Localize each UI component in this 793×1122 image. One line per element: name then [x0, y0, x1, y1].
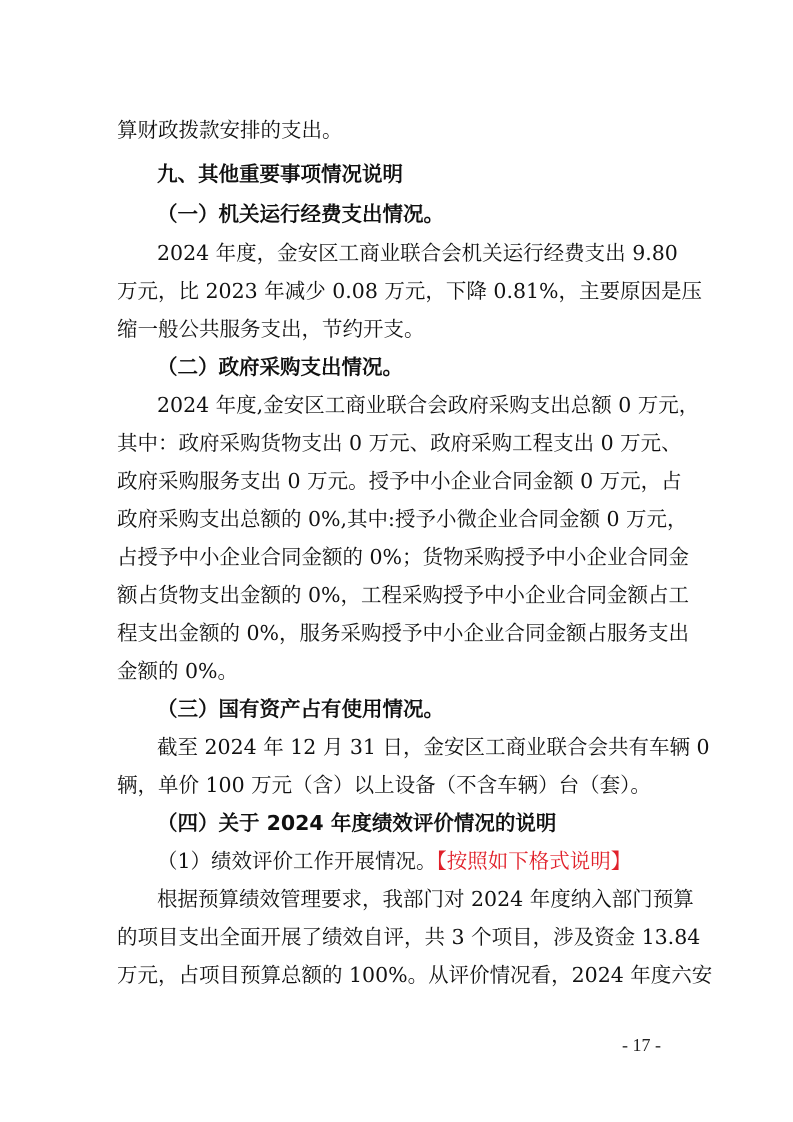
- paragraph-line: 根据预算绩效管理要求，我部门对 2024 年度纳入部门预算: [157, 887, 694, 911]
- paragraph-line: 缩一般公共服务支出，节约开支。: [117, 317, 425, 341]
- paragraph-line: 程支出金额的 0%，服务采购授予中小企业合同金额占服务支出: [117, 621, 690, 645]
- paragraph-line: 2024 年度,金安区工商业联合会政府采购支出总额 0 万元，: [157, 393, 700, 417]
- continuation-text: 算财政拨款安排的支出。: [117, 118, 343, 142]
- subsection-2-heading: （二）政府采购支出情况。: [157, 355, 403, 379]
- paragraph-line: 占授予中小企业合同金额的 0%；货物采购授予中小企业合同金: [117, 545, 690, 569]
- subsection-3-heading: （三）国有资产占有使用情况。: [157, 697, 444, 721]
- paragraph-line: 额占货物支出金额的 0%，工程采购授予中小企业合同金额占工: [117, 583, 690, 607]
- paragraph-line: 截至 2024 年 12 月 31 日，金安区工商业联合会共有车辆 0: [157, 735, 710, 759]
- page-number: - 17 -: [622, 1035, 661, 1055]
- subsection-1-heading: （一）机关运行经费支出情况。: [157, 202, 444, 226]
- paragraph-line: 其中：政府采购货物支出 0 万元、政府采购工程支出 0 万元、: [117, 431, 682, 455]
- paragraph-line: 政府采购支出总额的 0%,其中:授予小微企业合同金额 0 万元，: [117, 507, 688, 531]
- section-9-heading: 九、其他重要事项情况说明: [157, 162, 403, 186]
- subsection-4-heading: （四）关于 2024 年度绩效评价情况的说明: [157, 811, 557, 835]
- paragraph-line: 金额的 0%。: [117, 659, 239, 683]
- sub-item-1: [157, 846, 677, 876]
- paragraph-line: 2024 年度，金安区工商业联合会机关运行经费支出 9.80: [157, 241, 678, 265]
- paragraph-line: 万元，占项目预算总额的 100%。从评价情况看，2024 年度六安: [117, 963, 713, 987]
- paragraph-line: 的项目支出全面开展了绩效自评，共 3 个项目，涉及资金 13.84: [117, 925, 701, 949]
- paragraph-line: 辆，单价 100 万元（含）以上设备（不含车辆）台（套）。: [117, 773, 651, 797]
- format-note: 【按照如下格式说明】: [436, 849, 632, 873]
- paragraph-line: 政府采购服务支出 0 万元。授予中小企业合同金额 0 万元，占: [117, 469, 682, 493]
- sub-item-1-text: （1）绩效评价工作开展情况。: [157, 849, 437, 873]
- paragraph-line: 万元，比 2023 年减少 0.08 万元，下降 0.81%，主要原因是压: [117, 279, 703, 303]
